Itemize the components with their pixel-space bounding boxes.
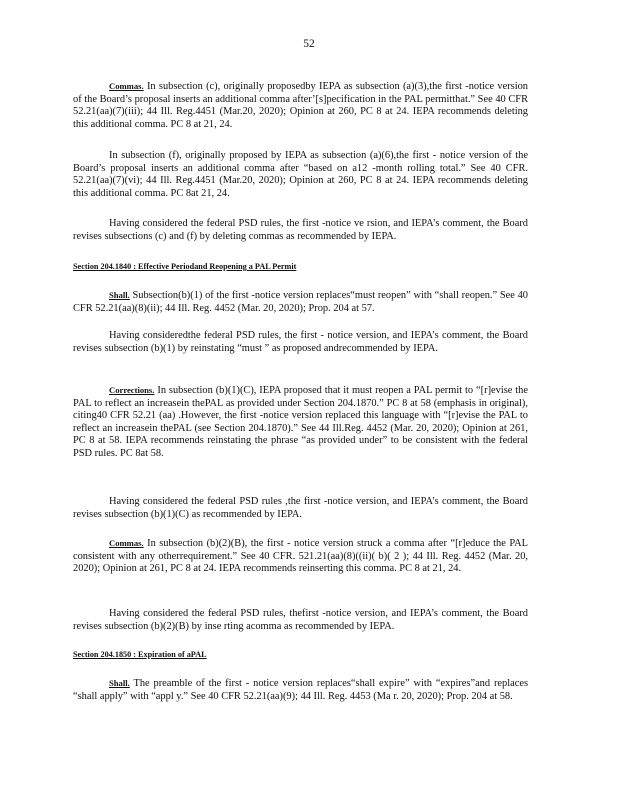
paragraph-corrections <box>73 384 528 461</box>
paragraph-label: Shall. <box>109 678 130 688</box>
paragraph-label: Commas. <box>109 538 144 548</box>
section-heading-204-1850: Section 204.1850 : Expiration of aPAL <box>73 650 207 659</box>
paragraph-text: Having considered the federal PSD rules ,the first -notice version, and IEPA’s comment, the Board revises subsection (b)(1)(C) as recommended by IEPA. <box>73 496 528 520</box>
paragraph-board-revises-b1 <box>73 330 528 355</box>
paragraph-text: Having consideredthe federal PSD rules, the first - notice version, and IEPA’s comment, the Board revises subsection (b)(1) by reinstating “must ” as proposed andrecommended by IEPA. <box>73 330 528 354</box>
paragraph-text: Having considered the federal PSD rules, the first -notice ve rsion, and IEPA’s comment, the Board revises subsections (c) and (f) by deleting commas as recommended by IEPA. <box>73 218 528 242</box>
paragraph-commas-f <box>73 150 528 200</box>
paragraph-text: In subsection (b)(1)(C), IEPA proposed that it must reopen a PAL permit to “[r]evise the PAL to reflect an increasein thePAL as provided under Section 204.1870.” PC 8 at 58 (emphasis in original), citing40 CFR 52.21 (aa) .However, the first -notice version replaced this language with “[r]evise the PAL to reflect an increasein thePAL (see Section 204.1870).” See 44 Ill.Reg. 4452 (Mar. 20, 2020); Opinion at 261, PC 8 at 58. IEPA recommends reinstating the phrase “as provided under” to be consistent with the federal PSD rules. PC 8at 58. <box>73 385 528 459</box>
paragraph-text: Having considered the federal PSD rules, thefirst -notice version, and IEPA’s comment, the Board revises subsection (b)(2)(B) by inse rting acomma as recommended by IEPA. <box>73 608 528 632</box>
paragraph-label: Commas. <box>109 81 144 91</box>
paragraph-text: In subsection (f), originally proposed by IEPA as subsection (a)(6),the first - notice version of the Board’s proposal inserts an additional comma after “based on a12 -month rolling total.” See 40 CFR. 52.21(aa)(7)(vi); 44 Ill. Reg.4451 (Mar.20, 2020); Opinion at 260, PC 8 at 24. IEPA recommends deleting this additional comma. PC 8at 21, 24. <box>73 150 528 199</box>
paragraph-board-revises-b1c <box>73 496 528 521</box>
paragraph-text: The preamble of the first - notice version replaces“shall expire” with “expires”and replaces “shall apply” with “appl y.” See 40 CFR 52.21(aa)(9); 44 Ill. Reg. 4453 (Ma r. 20, 2020); Prop. 204 at 58. <box>73 678 528 702</box>
paragraph-shall-reopen <box>73 289 528 315</box>
page-number: 52 <box>303 38 315 50</box>
paragraph-commas-c <box>73 80 528 131</box>
paragraph-commas-b2b <box>73 537 528 576</box>
paragraph-board-revises-b2b <box>73 608 528 633</box>
paragraph-text: In subsection (c), originally proposedby IEPA as subsection (a)(3),the first -notice version of the Board’s proposal inserts an additional comma after’[s]pecification in the PAL permitthat.” See 40 CFR 52.21(aa)(7)(iii); 44 Ill. Reg.4451 (Mar.20, 2020); Opinion at 260, PC 8 at 24. IEPA recommends deleting this additional comma. PC 8 at 21, 24. <box>73 81 528 130</box>
paragraph-text: In subsection (b)(2)(B), the first - notice version struck a comma after “[r]educe the PAL consistent with any otherrequirement.” See 40 CFR. 521.21(aa)(8)((ii)( b)( 2 ); 44 Ill. Reg. 4452 (Mar. 20, 2020); Opinion at 261, PC 8 at 24. IEPA recommends reinserting this comma. PC 8 at 21, 24. <box>73 538 528 575</box>
section-heading-204-1840: Section 204.1840 : Effective Periodand Reopening a PAL Permit <box>73 262 297 271</box>
paragraph-board-revises-c-f <box>73 218 528 243</box>
paragraph-label: Corrections. <box>109 385 155 395</box>
paragraph-label: Shall. <box>109 290 130 300</box>
paragraph-shall-expire <box>73 677 528 703</box>
paragraph-text: Subsection(b)(1) of the first -notice version replaces“must reopen” with “shall reopen.” See 40 CFR 52.21(aa)(8)(ii); 44 Ill. Reg. 4452 (Mar. 20, 2020); Prop. 204 at 57. <box>73 290 528 314</box>
